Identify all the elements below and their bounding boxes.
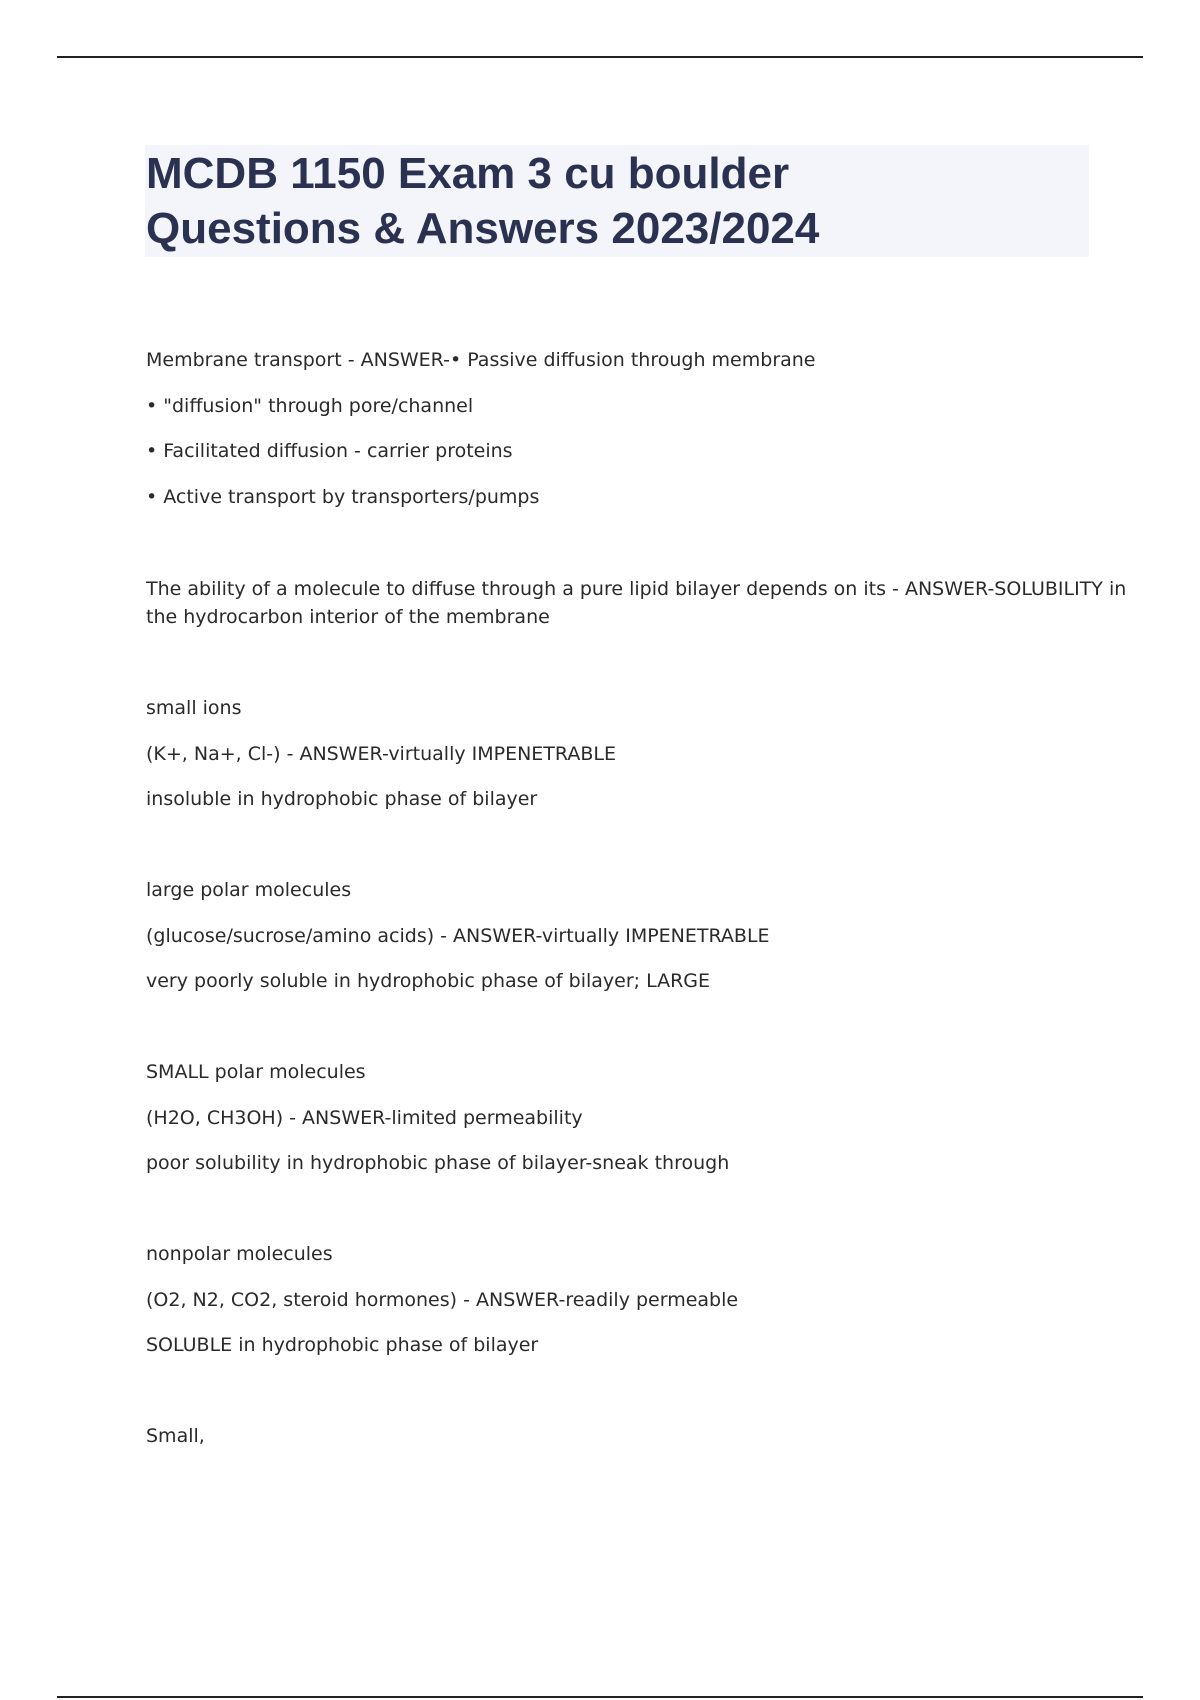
qa-line: (O2, N2, CO2, steroid hormones) - ANSWER-readily permeable [146,1289,739,1311]
bottom-rule [57,1696,1143,1698]
qa-line: • Facilitated diffusion - carrier proteins [146,440,513,462]
page-title-line-1: MCDB 1150 Exam 3 cu boulder [146,149,790,198]
qa-line: The ability of a molecule to diffuse through a pure lipid bilayer depends on its - ANSWER-SOLUBILITY in [146,578,1127,600]
qa-line: small ions [146,697,242,719]
qa-line: (glucose/sucrose/amino acids) - ANSWER-virtually IMPENETRABLE [146,925,770,947]
qa-line: SOLUBLE in hydrophobic phase of bilayer [146,1334,539,1356]
qa-line: • "diffusion" through pore/channel [146,395,474,417]
qa-line: very poorly soluble in hydrophobic phase of bilayer; LARGE [146,970,711,992]
qa-line: Small, [146,1425,205,1447]
qa-line: the hydrocarbon interior of the membrane [146,606,550,628]
qa-line: insoluble in hydrophobic phase of bilayer [146,788,538,810]
qa-line: (K+, Na+, Cl-) - ANSWER-virtually IMPENETRABLE [146,743,616,765]
qa-line: poor solubility in hydrophobic phase of bilayer-sneak through [146,1152,730,1174]
qa-line: nonpolar molecules [146,1243,333,1265]
top-rule [57,56,1143,58]
qa-line: • Active transport by transporters/pumps [146,486,540,508]
qa-line: large polar molecules [146,879,352,901]
qa-line: Membrane transport - ANSWER-• Passive diffusion through membrane [146,349,816,371]
qa-line: (H2O, CH3OH) - ANSWER-limited permeability [146,1107,583,1129]
page-title-line-2: Questions & Answers 2023/2024 [146,204,820,253]
qa-line: SMALL polar molecules [146,1061,366,1083]
